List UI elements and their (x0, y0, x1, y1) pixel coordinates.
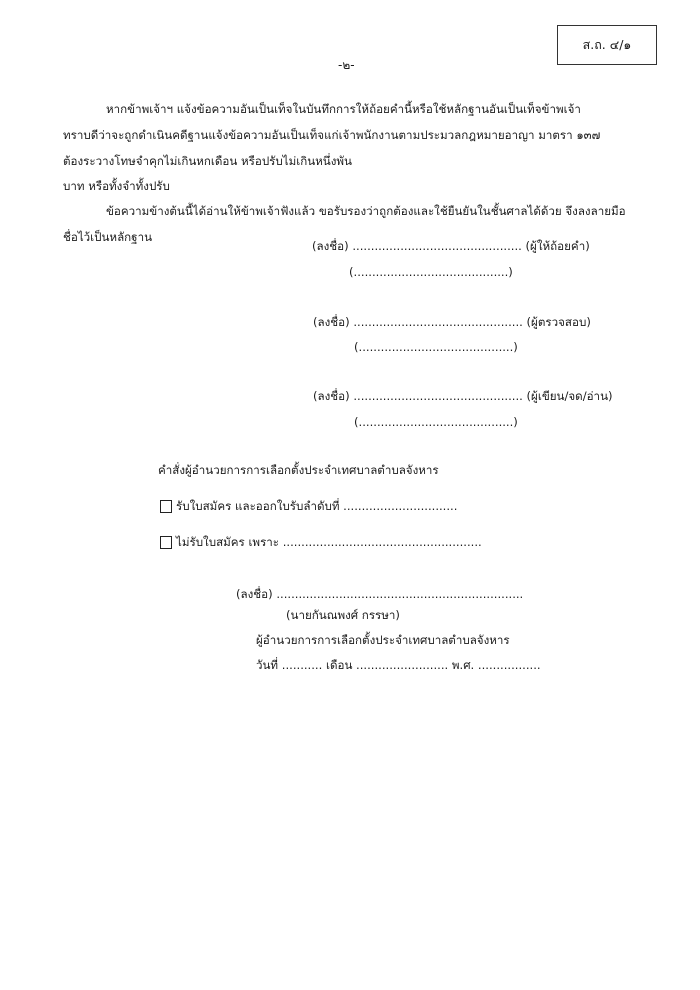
reject-checkbox[interactable] (160, 536, 172, 549)
signature-line-statement-giver: (ลงชื่อ) .............................................. (ผู้ให้ถ้อยคำ) (312, 239, 590, 253)
statement-line-2: ทราบดีว่าจะถูกดำเนินคดีฐานแจ้งข้อความอันเป็นเท็จแก่เจ้าพนักงานตามประมวลกฎหมายอาญา มาตรา ๑๓๗ (63, 128, 601, 142)
name-line-writer: (..........................................) (354, 415, 518, 429)
director-name: (นายกันณพงศ์ กรรษา) (286, 608, 400, 622)
statement-line-3: ต้องระวางโทษจำคุกไม่เกินหกเดือน หรือปรับไม่เกินหนึ่งพัน (63, 154, 352, 168)
statement-line-5: ข้อความข้างต้นนี้ได้อ่านให้ข้าพเจ้าฟังแล้ว ขอรับรองว่าถูกต้องและใช้ยืนยันในชั้นศาลได้ด้วย จึงลงลายมือ (106, 204, 626, 218)
director-signature-line: (ลงชื่อ) ................................................................... (236, 587, 524, 601)
order-heading: คำสั่งผู้อำนวยการการเลือกตั้งประจำเทศบาลตำบลจังหาร (158, 463, 439, 477)
form-code: ส.ถ. ๔/๑ (582, 37, 632, 52)
reject-option-label: ไม่รับใบสมัคร เพราะ ...................................................... (176, 535, 482, 549)
accept-option-label: รับใบสมัคร และออกใบรับลำดับที่ ............................... (176, 499, 458, 513)
signature-line-writer: (ลงชื่อ) .............................................. (ผู้เขียน/จด/อ่าน) (313, 389, 613, 403)
director-title: ผู้อำนวยการการเลือกตั้งประจำเทศบาลตำบลจังหาร (256, 633, 510, 647)
name-line-inspector: (..........................................) (354, 340, 518, 354)
accept-checkbox[interactable] (160, 500, 172, 513)
name-line-statement-giver: (..........................................) (349, 265, 513, 279)
statement-line-6: ชื่อไว้เป็นหลักฐาน (63, 230, 153, 244)
page-number: -๒- (338, 58, 355, 72)
statement-line-1: หากข้าพเจ้าฯ แจ้งข้อความอันเป็นเท็จในบันทึกการให้ถ้อยคำนี้หรือใช้หลักฐานอันเป็นเท็จข้าพเจ้า (106, 102, 581, 116)
statement-line-4: บาท หรือทั้งจำทั้งปรับ (63, 179, 170, 193)
director-date-line: วันที่ ........... เดือน ......................... พ.ศ. ................. (256, 658, 541, 672)
signature-line-inspector: (ลงชื่อ) .............................................. (ผู้ตรวจสอบ) (313, 315, 591, 329)
form-code-box (557, 25, 657, 65)
